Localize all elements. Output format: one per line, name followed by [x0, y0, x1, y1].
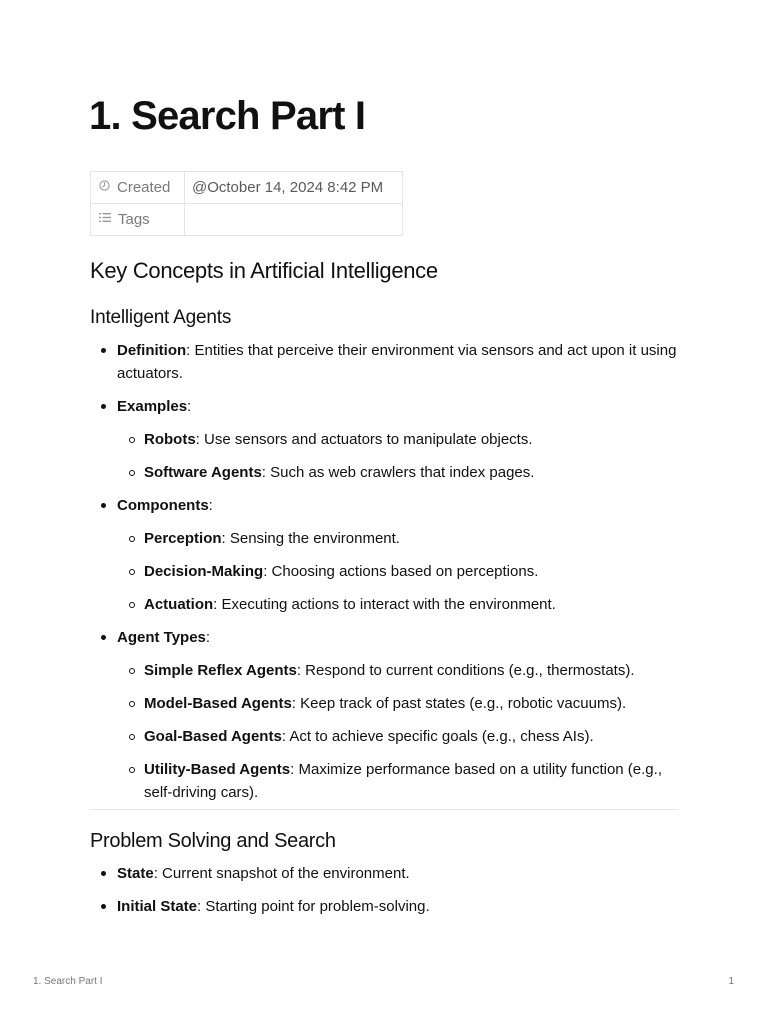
list-item-term: Components [117, 497, 209, 514]
sub-item-term: Model-Based Agents [144, 695, 292, 712]
sub-list-item [117, 527, 690, 550]
section-heading-key-concepts: Key Concepts in Artificial Intelligence [90, 258, 438, 283]
bullet-icon [101, 871, 106, 876]
list-item-text: : [208, 497, 213, 514]
list-item-text: : Starting point for problem-solving. [197, 898, 430, 915]
property-key-created[interactable] [91, 172, 185, 204]
list-item [90, 862, 690, 885]
sub-list-item [117, 560, 690, 583]
clock-icon [99, 178, 110, 195]
sub-list-item [117, 428, 690, 451]
sub-item-text: : Respond to current conditions (e.g., thermostats). [296, 662, 635, 679]
property-key-tags[interactable] [91, 204, 185, 236]
sub-item-term: Decision-Making [144, 563, 264, 580]
hollow-bullet-icon [129, 470, 135, 476]
properties-table [90, 171, 403, 236]
sub-list-item [117, 593, 690, 616]
list-item-term: State [117, 865, 154, 882]
hollow-bullet-icon [129, 569, 135, 575]
intelligent-agents-list [90, 339, 690, 814]
bullet-icon [101, 404, 106, 409]
property-row-tags [91, 204, 403, 236]
sub-item-term: Utility-Based Agents [144, 761, 291, 778]
list-item [90, 895, 690, 918]
subsection-heading-intelligent-agents: Intelligent Agents [90, 307, 232, 328]
list-icon [99, 210, 111, 227]
sub-list [117, 428, 690, 484]
sub-item-text: : Maximize performance based on a utility function (e.g., self-driving cars). [144, 761, 662, 801]
sub-item-term: Perception [144, 530, 222, 547]
hollow-bullet-icon [129, 536, 135, 542]
sub-list-item [117, 461, 690, 484]
problem-solving-list [90, 862, 690, 928]
bullet-icon [101, 635, 106, 640]
sub-item-text: : Executing actions to interact with the environment. [213, 596, 556, 613]
property-value-tags[interactable] [185, 204, 403, 236]
list-item [90, 494, 690, 616]
list-item-text: : [187, 398, 192, 415]
sub-list-item [117, 758, 690, 804]
sub-item-text: : Sensing the environment. [221, 530, 400, 547]
property-label-created: Created [117, 178, 171, 196]
hollow-bullet-icon [129, 602, 135, 608]
footer-page-number: 1 [728, 976, 734, 987]
list-item-term: Agent Types [117, 629, 206, 646]
list-item-text: : [205, 629, 211, 646]
sub-item-text: : Act to achieve specific goals (e.g., chess AIs). [281, 728, 594, 745]
bullet-icon [101, 348, 106, 353]
sub-list [117, 659, 690, 804]
list-item [90, 395, 690, 484]
sub-item-term: Software Agents [144, 464, 262, 481]
hollow-bullet-icon [129, 767, 135, 773]
list-item-term: Initial State [117, 898, 198, 915]
hollow-bullet-icon [129, 734, 135, 740]
hollow-bullet-icon [129, 668, 135, 674]
list-item-text: : Current snapshot of the environment. [153, 865, 410, 882]
section-divider [90, 809, 678, 810]
sub-item-text: : Choosing actions based on perceptions. [263, 563, 539, 580]
sub-list-item [117, 692, 690, 715]
hollow-bullet-icon [129, 437, 135, 443]
list-item-term: Examples [117, 398, 188, 415]
list-item-term: Definition [117, 342, 187, 359]
footer-document-title: 1. Search Part I [33, 976, 103, 987]
sub-item-text: : Use sensors and actuators to manipulate objects. [195, 431, 533, 448]
section-heading-problem-solving: Problem Solving and Search [90, 830, 336, 852]
list-item-text: : Entities that perceive their environment via sensors and act upon it using actuators. [117, 342, 677, 382]
sub-item-text: : Keep track of past states (e.g., robotic vacuums). [291, 695, 627, 712]
property-value-created[interactable]: @October 14, 2024 8:42 PM [185, 172, 403, 204]
list-item [90, 339, 690, 385]
sub-item-term: Robots [144, 431, 196, 448]
property-row-created [91, 172, 403, 204]
sub-item-term: Simple Reflex Agents [144, 662, 297, 679]
sub-item-term: Goal-Based Agents [144, 728, 282, 745]
list-item [90, 626, 690, 804]
bullet-icon [101, 503, 106, 508]
sub-list-item [117, 659, 690, 682]
hollow-bullet-icon [129, 701, 135, 707]
sub-item-term: Actuation [144, 596, 214, 613]
page-title: 1. Search Part I [89, 94, 366, 138]
bullet-icon [101, 904, 106, 909]
sub-list-item [117, 725, 690, 748]
property-label-tags: Tags [118, 210, 150, 228]
sub-list [117, 527, 690, 616]
sub-item-text: : Such as web crawlers that index pages. [261, 464, 535, 481]
